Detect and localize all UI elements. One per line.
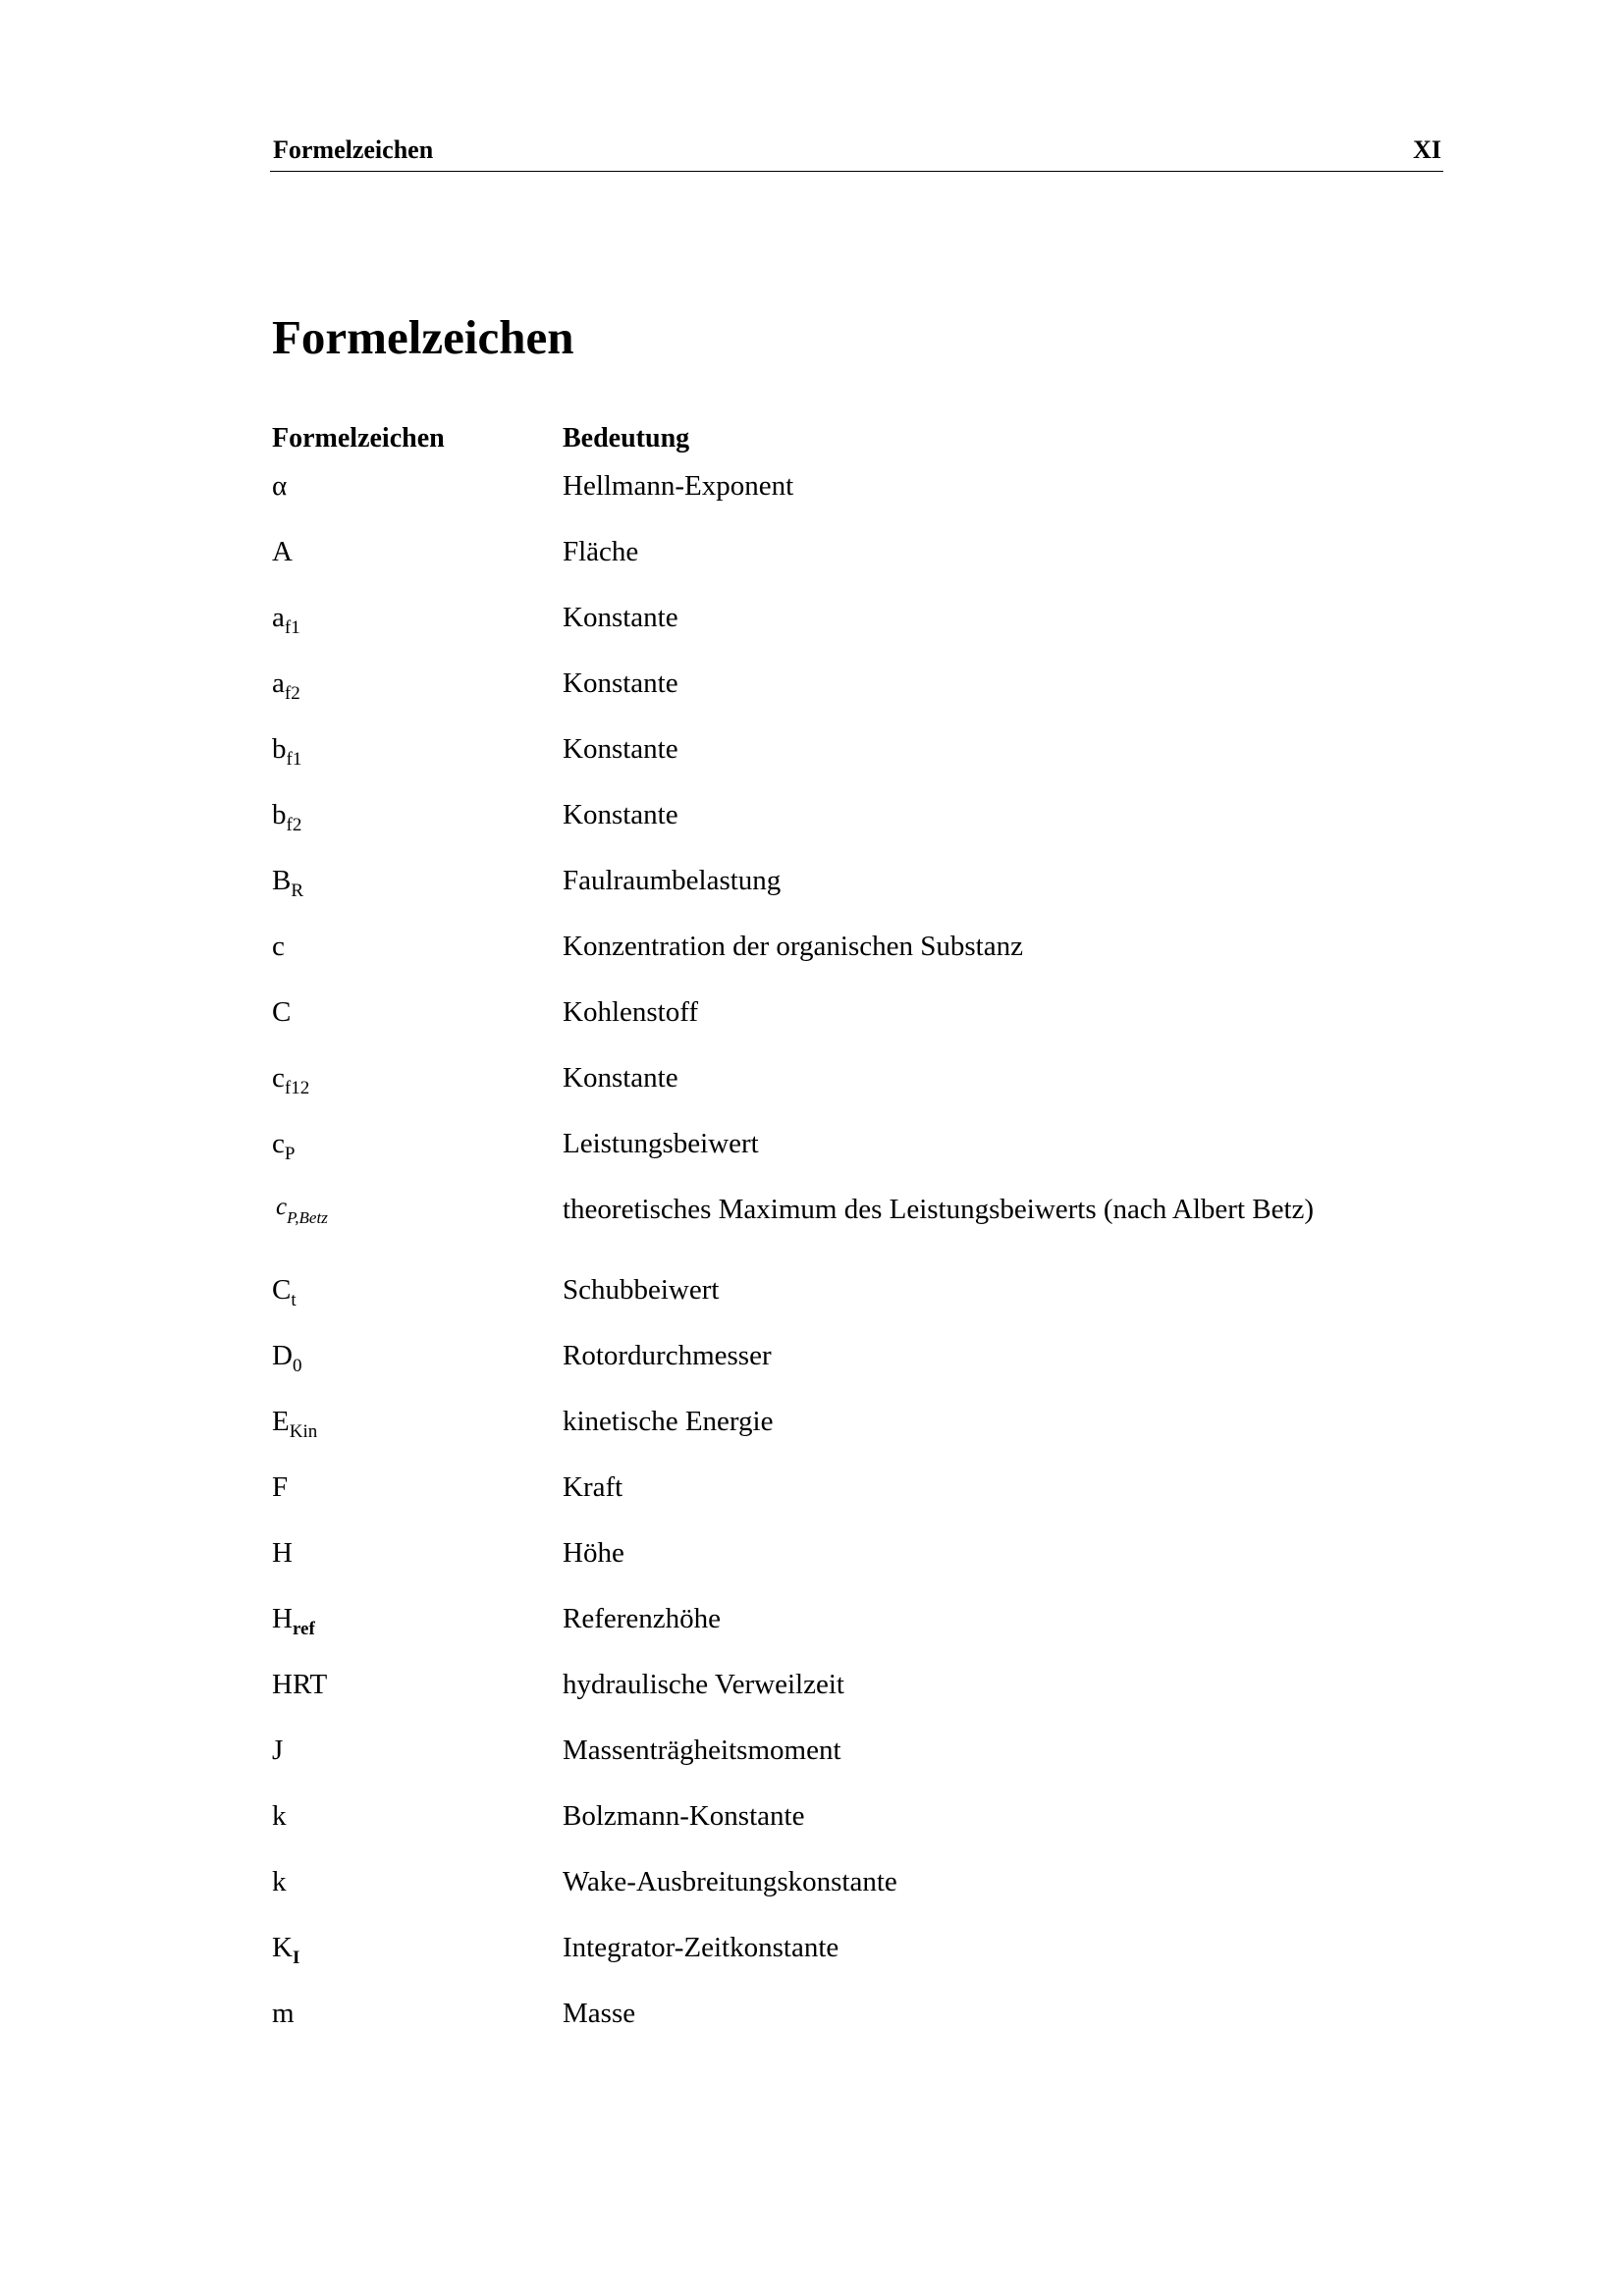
table-row <box>272 1403 1440 1468</box>
table-row <box>272 862 1440 928</box>
symbol-base: C <box>272 996 292 1028</box>
table-row <box>272 1271 1440 1337</box>
symbol-cell <box>272 1797 557 1835</box>
symbol-base: H <box>272 1537 293 1569</box>
symbol-cell <box>272 533 557 570</box>
symbol-base: B <box>272 865 292 896</box>
meaning-cell: Konstante <box>563 602 678 633</box>
meaning-cell: Masse <box>563 1998 636 2029</box>
symbol-subscript: t <box>291 1290 297 1310</box>
page-number: XI <box>1413 135 1441 164</box>
meaning-cell: Faulraumbelastung <box>563 865 782 896</box>
symbol-cell <box>272 1059 557 1100</box>
meaning-cell: Konstante <box>563 667 678 699</box>
table-row <box>272 796 1440 862</box>
symbol-cell <box>272 1534 557 1572</box>
meaning-cell: Integrator-Zeitkonstante <box>563 1932 839 1963</box>
symbol-base: a <box>272 667 285 699</box>
symbol-subscript: 0 <box>292 1356 302 1376</box>
symbol-cell <box>272 1732 557 1769</box>
meaning-cell: kinetische Energie <box>563 1406 774 1437</box>
symbol-cell <box>272 665 557 706</box>
symbol-base: A <box>272 536 293 567</box>
symbol-subscript: P,Betz <box>287 1208 328 1227</box>
meaning-cell: Fläche <box>563 536 639 567</box>
symbol-cell <box>272 1125 557 1166</box>
symbol-cell <box>272 1666 557 1703</box>
symbol-base: D <box>272 1340 293 1371</box>
symbol-base: a <box>272 602 285 633</box>
symbol-subscript: P <box>284 1144 296 1164</box>
meaning-cell: Bolzmann-Konstante <box>563 1800 805 1832</box>
table-row <box>272 1468 1440 1534</box>
table-row <box>272 1125 1440 1191</box>
symbol-cell <box>272 1191 557 1232</box>
table-row <box>272 533 1440 599</box>
symbol-base: c <box>272 1128 285 1159</box>
symbol-subscript: R <box>291 881 304 901</box>
symbol-cell <box>272 1995 557 2032</box>
symbol-cell <box>272 1863 557 1900</box>
symbol-base: k <box>272 1866 287 1897</box>
symbol-base: b <box>272 733 287 765</box>
symbol-cell <box>272 1271 557 1312</box>
symbol-base: J <box>272 1735 284 1766</box>
table-row <box>272 1191 1440 1271</box>
symbol-subscript: I <box>292 1948 300 1968</box>
symbol-base: F <box>272 1471 289 1503</box>
symbol-cell <box>272 993 557 1031</box>
symbol-cell <box>272 1337 557 1378</box>
table-row <box>272 467 1440 533</box>
meaning-cell: Konzentration der organischen Substanz <box>563 931 1023 962</box>
chapter-title: Formelzeichen <box>272 310 574 364</box>
meaning-cell: Wake-Ausbreitungskonstante <box>563 1866 897 1897</box>
symbol-cell <box>272 1403 557 1444</box>
table-row <box>272 1929 1440 1995</box>
table-row <box>272 1600 1440 1666</box>
meaning-cell: Referenzhöhe <box>563 1603 722 1634</box>
meaning-cell: Rotordurchmesser <box>563 1340 772 1371</box>
meaning-cell: hydraulische Verweilzeit <box>563 1669 844 1700</box>
symbol-subscript: ref <box>292 1619 315 1639</box>
symbol-base: m <box>272 1998 295 2029</box>
symbol-base: c <box>272 931 285 962</box>
table-row <box>272 1797 1440 1863</box>
table-row <box>272 1059 1440 1125</box>
running-head-title: Formelzeichen <box>273 135 434 164</box>
table-row <box>272 1732 1440 1797</box>
running-head <box>270 135 1443 172</box>
symbol-base: c <box>272 1062 285 1094</box>
symbol-subscript: Kin <box>289 1421 318 1442</box>
symbol-base: k <box>272 1800 287 1832</box>
table-row <box>272 928 1440 993</box>
symbol-base: c <box>276 1194 288 1220</box>
symbol-base: H <box>272 1603 293 1634</box>
meaning-cell: Konstante <box>563 1062 678 1094</box>
meaning-cell: theoretisches Maximum des Leistungsbeiwerts (nach Albert Betz) <box>563 1194 1315 1225</box>
meaning-cell: Konstante <box>563 799 678 830</box>
symbol-base: K <box>272 1932 293 1963</box>
table-row <box>272 1534 1440 1600</box>
meaning-cell: Leistungsbeiwert <box>563 1128 759 1159</box>
symbol-table <box>272 420 1440 2060</box>
meaning-cell: Massenträgheitsmoment <box>563 1735 841 1766</box>
meaning-cell: Höhe <box>563 1537 624 1569</box>
symbol-cell <box>272 862 557 903</box>
symbol-cell <box>272 1929 557 1970</box>
meaning-cell: Hellmann-Exponent <box>563 470 794 502</box>
symbol-cell <box>272 599 557 640</box>
symbol-base: b <box>272 799 287 830</box>
meaning-cell: Konstante <box>563 733 678 765</box>
table-row <box>272 1666 1440 1732</box>
symbol-base: α <box>272 470 288 502</box>
symbol-subscript: f1 <box>284 617 300 638</box>
symbol-cell <box>272 928 557 965</box>
header-meaning: Bedeutung <box>563 423 690 454</box>
symbol-base: E <box>272 1406 290 1437</box>
table-header-row <box>272 420 1440 467</box>
symbol-base: C <box>272 1274 292 1306</box>
table-row <box>272 1337 1440 1403</box>
meaning-cell: Kohlenstoff <box>563 996 699 1028</box>
table-row <box>272 993 1440 1059</box>
symbol-subscript: f12 <box>284 1078 310 1098</box>
symbol-subscript: f2 <box>286 815 302 835</box>
symbol-subscript: f1 <box>286 749 302 770</box>
table-row <box>272 599 1440 665</box>
table-row <box>272 1863 1440 1929</box>
symbol-cell <box>272 1600 557 1641</box>
header-symbol: Formelzeichen <box>272 423 445 454</box>
symbol-cell <box>272 730 557 772</box>
meaning-cell: Kraft <box>563 1471 623 1503</box>
symbol-cell <box>272 1468 557 1506</box>
table-row <box>272 1995 1440 2060</box>
symbol-cell <box>272 467 557 505</box>
table-row <box>272 730 1440 796</box>
symbol-subscript: f2 <box>284 683 300 704</box>
symbol-italic-formula <box>276 1194 328 1227</box>
meaning-cell: Schubbeiwert <box>563 1274 720 1306</box>
symbol-base: HRT <box>272 1669 328 1700</box>
symbol-cell <box>272 796 557 837</box>
table-row <box>272 665 1440 730</box>
